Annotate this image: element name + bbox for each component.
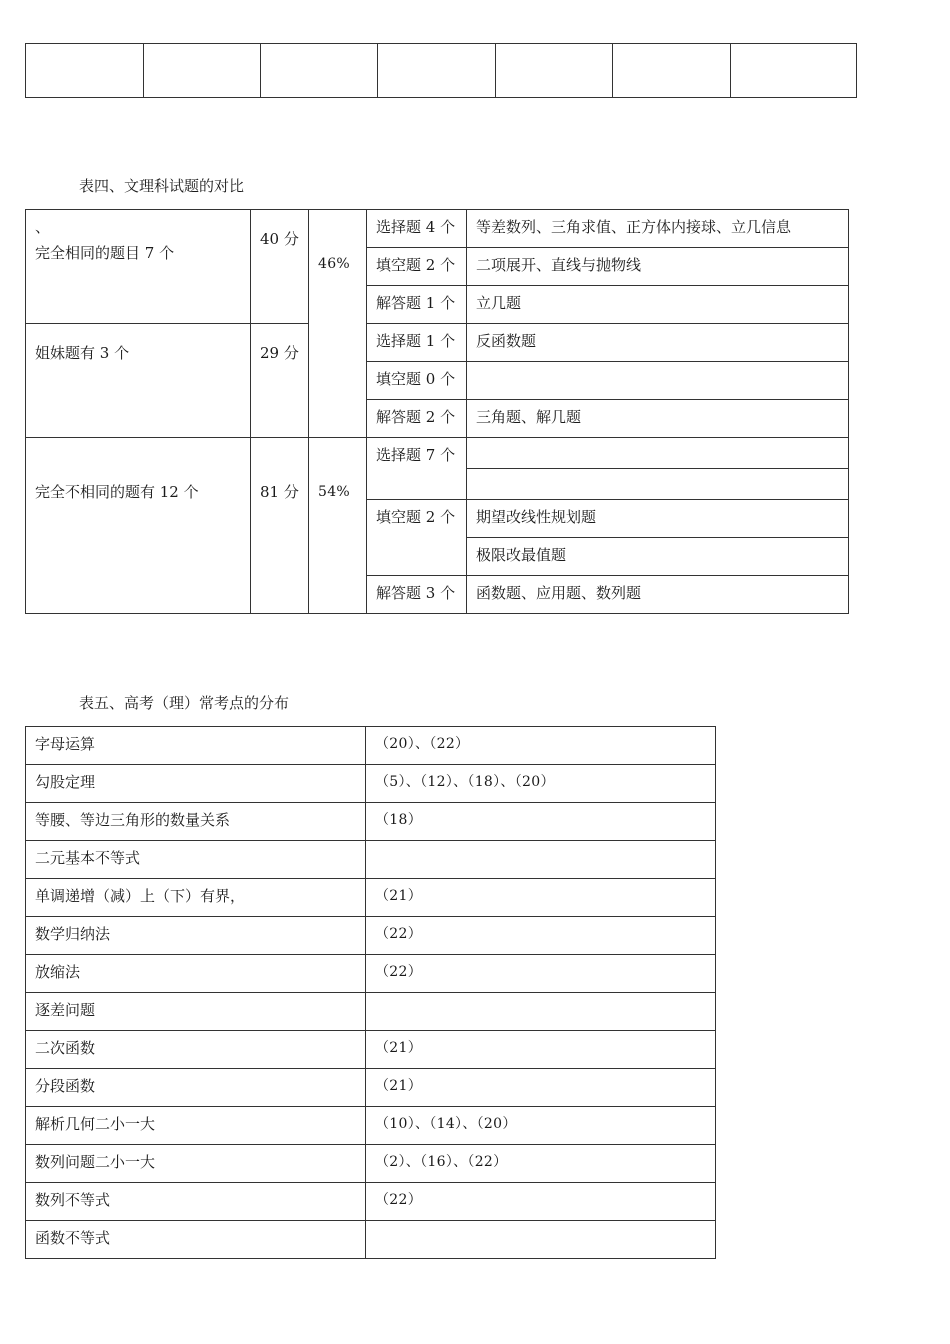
- group-label-cell: [26, 210, 251, 324]
- score-cell: [251, 324, 309, 438]
- table-row: [26, 1069, 716, 1107]
- table5-caption: 表五、高考（理）常考点的分布: [79, 694, 290, 712]
- percent-unique: 54%: [318, 484, 351, 500]
- table-row: [26, 841, 716, 879]
- question-content: 二项展开、直线与抛物线: [476, 256, 642, 274]
- question-content: [467, 438, 848, 443]
- question-content: [467, 469, 848, 474]
- topic-cell: [26, 955, 366, 993]
- table-row: [26, 765, 716, 803]
- table-row: [26, 324, 849, 362]
- table-row: [26, 44, 857, 98]
- question-content: 函数题、应用题、数列题: [476, 584, 642, 602]
- type-cell: [367, 362, 467, 400]
- content-cell: [467, 538, 849, 576]
- topic-label: 单调递增（减）上（下）有界，: [35, 887, 246, 905]
- table-row: [26, 1183, 716, 1221]
- question-type: 解答题 3 个: [376, 584, 456, 602]
- topic-cell: [26, 803, 366, 841]
- table-row: [26, 1145, 716, 1183]
- questions-cell: [366, 803, 716, 841]
- group-score: 81 分: [260, 483, 299, 501]
- table-row: [26, 917, 716, 955]
- topic-label: 逐差问题: [35, 1001, 96, 1019]
- question-content: 三角题、解几题: [476, 408, 582, 426]
- group-label: 姐妹题有 3 个: [35, 344, 130, 362]
- score-cell: [251, 210, 309, 324]
- topic-label: 解析几何二小一大: [35, 1115, 156, 1133]
- topic-cell: [26, 1107, 366, 1145]
- topic-cell: [26, 1183, 366, 1221]
- topic-label: 字母运算: [35, 735, 96, 753]
- question-numbers: （22）: [375, 926, 423, 942]
- table-row: [26, 879, 716, 917]
- table-row: [26, 1031, 716, 1069]
- group-label: 完全相同的题目 7 个: [35, 244, 175, 262]
- question-numbers: （22）: [375, 1192, 423, 1208]
- table-cell: [495, 44, 612, 98]
- content-cell: [467, 286, 849, 324]
- topic-label: 勾股定理: [35, 773, 96, 791]
- question-numbers: （22）: [375, 964, 423, 980]
- question-content: 极限改最值题: [476, 546, 567, 564]
- content-cell: [467, 324, 849, 362]
- question-content: 立几题: [476, 294, 522, 312]
- empty-table: [25, 43, 857, 98]
- question-content: [467, 362, 848, 367]
- topic-distribution-table: [25, 726, 716, 1259]
- question-type: 填空题 2 个: [376, 256, 456, 274]
- content-cell: [467, 248, 849, 286]
- content-cell: [467, 469, 849, 500]
- score-cell: [251, 438, 309, 614]
- question-content: 等差数列、三角求值、正方体内接球、立几信息: [476, 218, 792, 236]
- table-cell: [378, 44, 495, 98]
- questions-cell: [366, 765, 716, 803]
- question-type: 解答题 2 个: [376, 408, 456, 426]
- type-cell: [367, 576, 467, 614]
- questions-cell: [366, 1107, 716, 1145]
- table-cell: [144, 44, 261, 98]
- question-numbers: （5）、（12）、（18）、（20）: [375, 774, 555, 790]
- table-row: [26, 1221, 716, 1259]
- group-label: 完全不相同的题有 12 个: [35, 483, 199, 501]
- topic-cell: [26, 765, 366, 803]
- topic-label: 放缩法: [35, 963, 81, 981]
- question-type: 解答题 1 个: [376, 294, 456, 312]
- type-cell: [367, 248, 467, 286]
- group-score: 40 分: [260, 230, 299, 248]
- percent-cell: [309, 210, 367, 438]
- content-cell: [467, 400, 849, 438]
- content-cell: [467, 210, 849, 248]
- content-cell: [467, 500, 849, 538]
- questions-cell: [366, 1221, 716, 1259]
- topic-cell: [26, 727, 366, 765]
- question-type: 选择题 4 个: [376, 218, 456, 236]
- type-cell: [367, 286, 467, 324]
- question-numbers: （20）、（22）: [375, 736, 470, 752]
- topic-label: 函数不等式: [35, 1229, 111, 1247]
- group-mark: 、: [35, 218, 51, 236]
- question-numbers: [366, 1221, 715, 1226]
- question-numbers: [366, 993, 715, 998]
- questions-cell: [366, 917, 716, 955]
- table-cell: [730, 44, 856, 98]
- topic-label: 数学归纳法: [35, 925, 111, 943]
- type-cell: [367, 500, 467, 576]
- question-numbers: （21）: [375, 1040, 423, 1056]
- content-cell: [467, 362, 849, 400]
- table-cell: [261, 44, 378, 98]
- table-row: [26, 438, 849, 469]
- topic-cell: [26, 1221, 366, 1259]
- group-score: 29 分: [260, 344, 299, 362]
- question-numbers: （21）: [375, 888, 423, 904]
- questions-cell: [366, 1031, 716, 1069]
- topic-label: 等腰、等边三角形的数量关系: [35, 811, 231, 829]
- percent-cell: [309, 438, 367, 614]
- topic-cell: [26, 1145, 366, 1183]
- question-type: 选择题 1 个: [376, 332, 456, 350]
- question-numbers: （21）: [375, 1078, 423, 1094]
- topic-cell: [26, 1069, 366, 1107]
- questions-cell: [366, 1069, 716, 1107]
- table-row: [26, 210, 849, 248]
- question-numbers: （10）、（14）、（20）: [375, 1116, 517, 1132]
- percent-shared: 46%: [318, 256, 351, 272]
- type-cell: [367, 438, 467, 500]
- question-type: 填空题 2 个: [376, 508, 456, 526]
- topic-label: 数列不等式: [35, 1191, 111, 1209]
- topic-label: 二次函数: [35, 1039, 96, 1057]
- comparison-table: [25, 209, 849, 614]
- question-type: 填空题 0 个: [376, 370, 456, 388]
- table-row: [26, 1107, 716, 1145]
- questions-cell: [366, 1145, 716, 1183]
- table-row: [26, 955, 716, 993]
- questions-cell: [366, 955, 716, 993]
- group-label-cell: [26, 324, 251, 438]
- question-content: 期望改线性规划题: [476, 508, 597, 526]
- topic-label: 分段函数: [35, 1077, 96, 1095]
- table-cell: [26, 44, 144, 98]
- question-content: 反函数题: [476, 332, 537, 350]
- topic-cell: [26, 879, 366, 917]
- topic-label: 数列问题二小一大: [35, 1153, 156, 1171]
- topic-cell: [26, 841, 366, 879]
- type-cell: [367, 324, 467, 362]
- question-numbers: （18）: [375, 812, 423, 828]
- questions-cell: [366, 993, 716, 1031]
- questions-cell: [366, 1183, 716, 1221]
- topic-cell: [26, 1031, 366, 1069]
- table-row: [26, 727, 716, 765]
- question-type: 选择题 7 个: [376, 446, 456, 464]
- table-row: [26, 993, 716, 1031]
- table-row: [26, 803, 716, 841]
- topic-cell: [26, 993, 366, 1031]
- question-numbers: （2）、（16）、（22）: [375, 1154, 508, 1170]
- content-cell: [467, 438, 849, 469]
- questions-cell: [366, 879, 716, 917]
- questions-cell: [366, 727, 716, 765]
- topic-cell: [26, 917, 366, 955]
- content-cell: [467, 576, 849, 614]
- topic-label: 二元基本不等式: [35, 849, 141, 867]
- group-label-cell: [26, 438, 251, 614]
- questions-cell: [366, 841, 716, 879]
- type-cell: [367, 210, 467, 248]
- table4-caption: 表四、文理科试题的对比: [79, 177, 245, 195]
- question-numbers: [366, 841, 715, 846]
- type-cell: [367, 400, 467, 438]
- table-cell: [612, 44, 730, 98]
